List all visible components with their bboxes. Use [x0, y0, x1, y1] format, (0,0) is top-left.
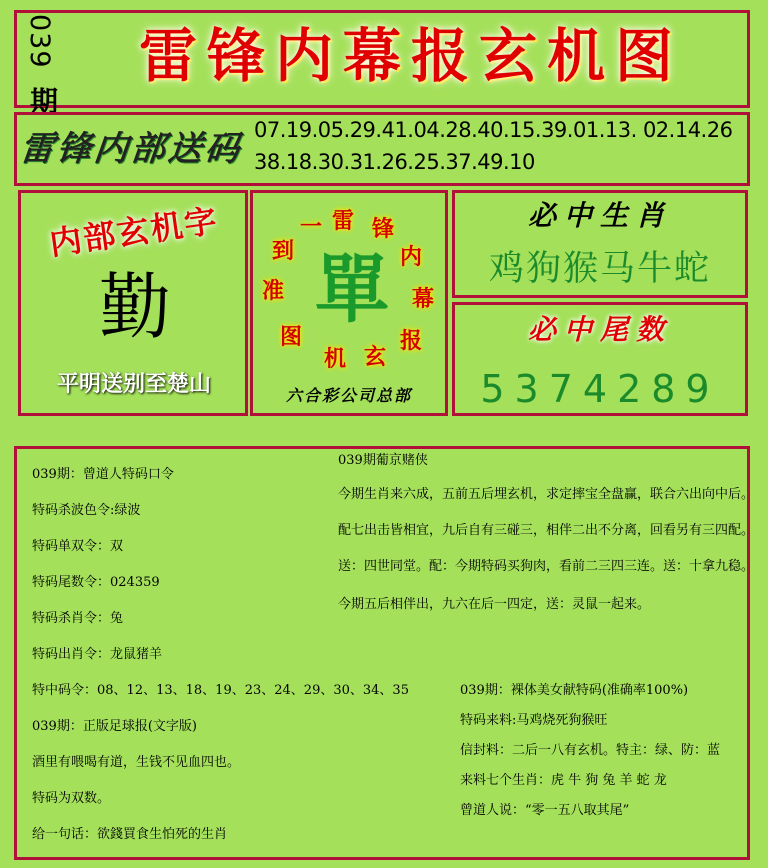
circle-char: 幕: [412, 286, 435, 312]
tip-line: 给一句话：欲錢買食生怕死的生肖: [32, 827, 228, 842]
tip-line: 酒里有喂喝有道，生钱不见血四也。: [32, 755, 241, 770]
tip-line: 特码为双数。: [32, 791, 111, 806]
poem-line: 平明送别至楚山: [56, 371, 211, 397]
numbers-line-1: 07.19.05.29.41.04.28.40.15.39.01.13. 02.14.26: [254, 118, 733, 142]
circle-char: 玄: [364, 344, 387, 370]
company-line: 六合彩公司总部: [285, 386, 412, 405]
circle-char: 图: [280, 324, 303, 350]
tip-line: 送：四世同堂。配：今期特码买狗肉，看前二三四三连。送：十拿九稳。: [338, 559, 755, 574]
circle-char: 雷: [332, 208, 355, 234]
tip-line: 特码杀肖令：兔: [32, 611, 124, 626]
circle-char: 锋: [372, 216, 395, 242]
zodiac-title: 必中生肖: [527, 199, 672, 232]
zodiac-animals: 鸡狗猴马牛蛇: [488, 249, 711, 289]
circle-char: 准: [262, 278, 285, 304]
tip-line: 今期五后相伴出，九六在后一四定，送：灵鼠一起来。: [338, 597, 651, 612]
tip-line: 信封料：二后一八有玄机。特主：绿、防：蓝: [460, 743, 721, 758]
tip-line: 特码杀波色令:绿波: [32, 503, 141, 518]
tail-digits: 5374289: [480, 367, 720, 411]
tip-line: 来料七个生肖：虎 牛 狗 兔 羊 蛇 龙: [460, 773, 667, 788]
numbers-label: 雷锋内部送码: [17, 129, 245, 169]
tip-line: 039期：曾道人特码口令: [32, 467, 174, 482]
page-title: 雷锋内幕报玄机图: [138, 22, 683, 90]
tip-line: 特码单双令：双: [32, 539, 124, 554]
issue-number: 039: [24, 14, 55, 69]
circle-char: 报: [400, 328, 423, 354]
xuanji-character: 勤: [98, 265, 171, 349]
circle-char: 到: [272, 238, 295, 264]
tip-line: 曾道人说：“零一五八取其尾”: [460, 803, 630, 818]
center-character: 單: [315, 247, 389, 333]
circle-char: 一: [300, 214, 323, 240]
tip-line: 039期：正版足球报(文字版): [32, 719, 197, 734]
tip-line: 039期葡京赌侠: [338, 453, 428, 468]
tip-line: 特码来料:马鸡烧死狗猴旺: [460, 713, 608, 728]
tip-line: 配七出击皆相宜，九后自有三碰三，相伴二出不分离，回看另有三四配。: [338, 523, 755, 538]
tail-number-title: 必中尾数: [527, 313, 672, 346]
xuanji-label: 内部玄机字: [47, 201, 221, 263]
tip-line: 特中码令：08、12、13、18、19、23、24、29、30、34、35: [32, 683, 409, 698]
issue-label: [22, 14, 66, 118]
issue-suffix: 期: [30, 85, 59, 118]
tip-line: 今期生肖来六成，五前五后埋玄机，求定摔宝全盘赢，联合六出向中后。: [338, 487, 755, 502]
circle-char: 机: [324, 346, 347, 372]
tip-line: 特码尾数令：024359: [32, 575, 160, 590]
numbers-line-2: 38.18.30.31.26.25.37.49.10: [254, 150, 535, 174]
tip-line: 039期：裸体美女献特码(准确率100%): [460, 683, 689, 698]
circle-char: 内: [400, 244, 423, 270]
tip-line: 特码出肖令：龙鼠猪羊: [32, 647, 163, 662]
